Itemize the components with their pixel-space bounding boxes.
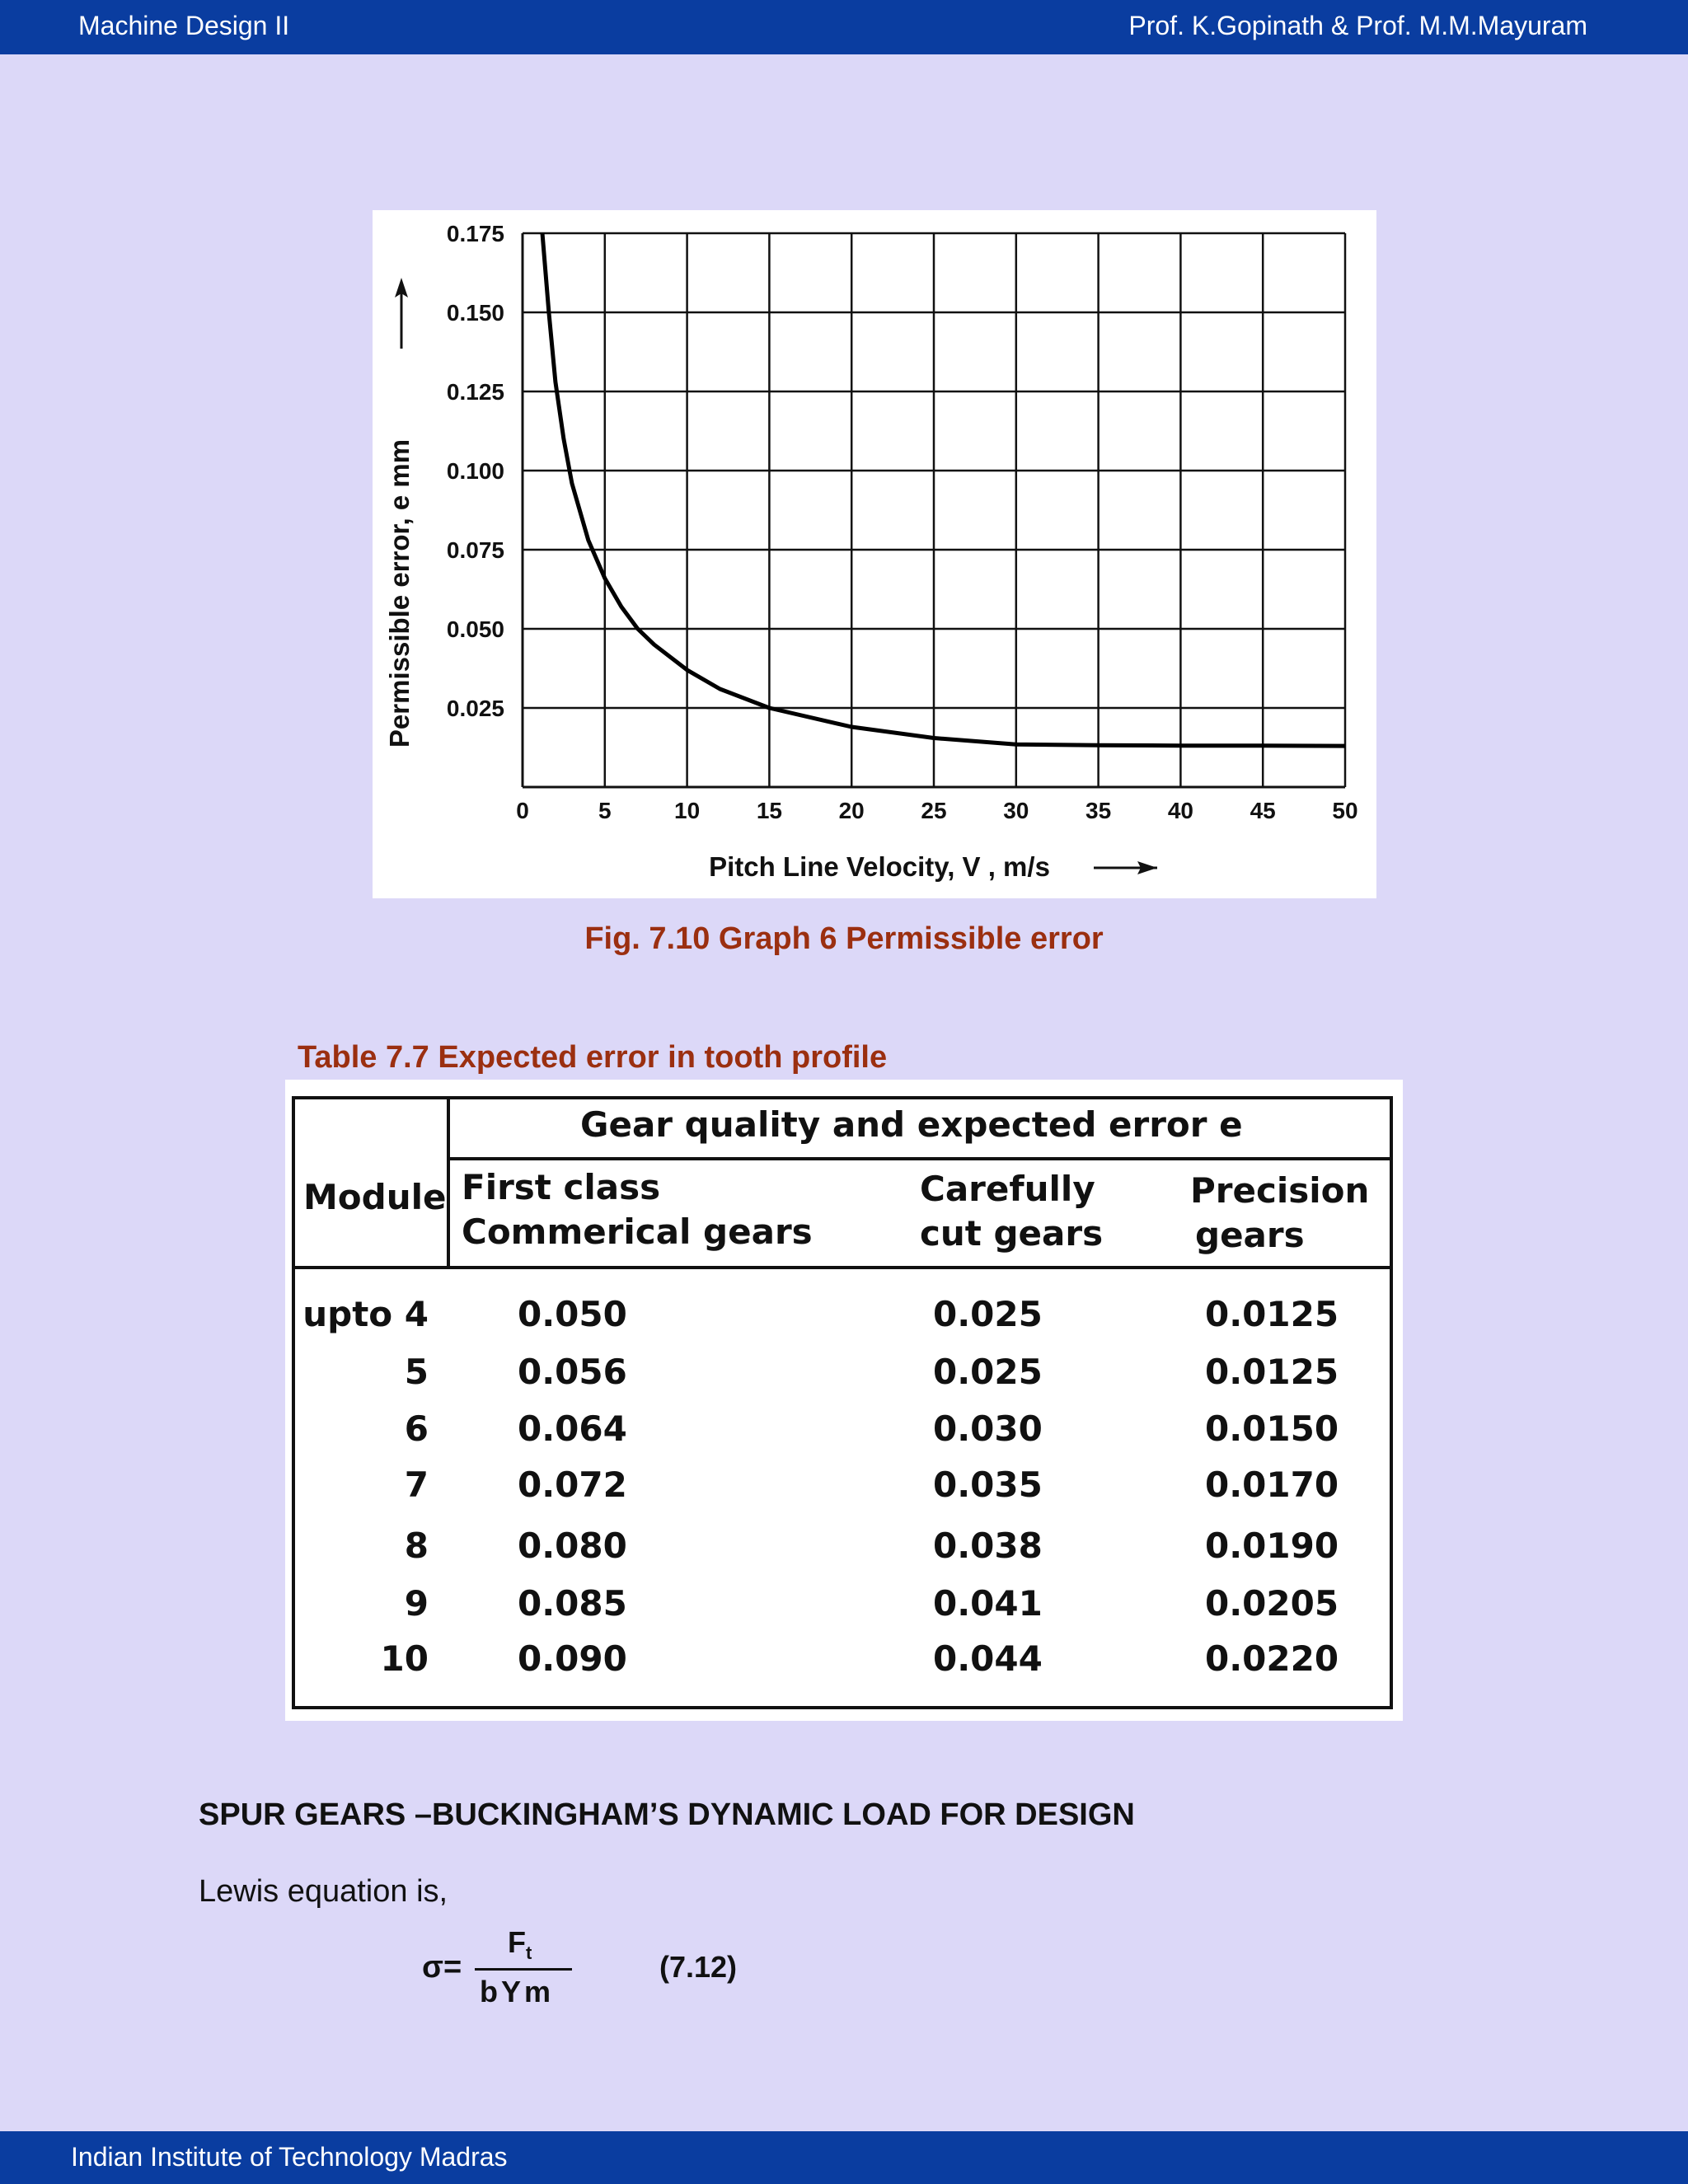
module-cell: 5 (404, 1352, 429, 1392)
value-cell: 0.064 (518, 1408, 627, 1449)
x-tick-label: 15 (756, 798, 782, 823)
expected-error-table (285, 1080, 1403, 1721)
page-footer (0, 2131, 1688, 2184)
x-tick-label: 0 (516, 798, 529, 823)
page-header (0, 0, 1688, 54)
equation-denominator: bYm (480, 1975, 555, 2008)
module-cell: 8 (404, 1526, 429, 1566)
course-title: Machine Design II (78, 11, 290, 40)
value-cell: 0.0220 (1205, 1638, 1339, 1679)
value-cell: 0.090 (518, 1638, 627, 1679)
y-tick-label: 0.125 (446, 379, 504, 405)
error-curve (542, 233, 1345, 746)
x-tick-label: 30 (1003, 798, 1029, 823)
permissible-error-chart (373, 210, 1376, 898)
equation-number: (7.12) (659, 1950, 738, 1984)
x-tick-label: 20 (838, 798, 865, 823)
figure-caption: Fig. 7.10 Graph 6 Permissible error (584, 921, 1104, 956)
col-header-precision-1: Precision (1190, 1170, 1370, 1211)
col-header-careful-1: Carefully (920, 1169, 1095, 1209)
value-cell: 0.035 (933, 1465, 1043, 1505)
fraction-bar (475, 1968, 572, 1971)
value-cell: 0.0125 (1205, 1352, 1339, 1392)
x-tick-label: 10 (674, 798, 701, 823)
intro-text: Lewis equation is, (199, 1874, 448, 1909)
value-cell: 0.038 (933, 1526, 1043, 1566)
table-title: Table 7.7 Expected error in tooth profile (298, 1040, 888, 1075)
value-cell: 0.080 (518, 1526, 627, 1566)
institute-name: Indian Institute of Technology Madras (71, 2142, 508, 2172)
value-cell: 0.0170 (1205, 1465, 1339, 1505)
x-tick-label: 45 (1250, 798, 1276, 823)
module-cell: 6 (404, 1408, 429, 1449)
table-frame (292, 1096, 1393, 1709)
equation-lhs: σ= (422, 1950, 462, 1985)
value-cell: 0.085 (518, 1583, 627, 1624)
authors: Prof. K.Gopinath & Prof. M.M.Mayuram (1128, 11, 1587, 40)
equation-numerator: $F_t$ (508, 1925, 532, 1964)
col-header-first-class-1: First class (462, 1167, 661, 1207)
y-tick-label: 0.050 (446, 616, 504, 642)
y-tick-label: 0.075 (446, 537, 504, 563)
x-tick-label: 50 (1332, 798, 1358, 823)
module-cell: 10 (380, 1638, 429, 1679)
module-cell: upto 4 (302, 1294, 429, 1334)
value-cell: 0.0205 (1205, 1583, 1339, 1624)
y-tick-label: 0.100 (446, 458, 504, 484)
x-axis-label: Pitch Line Velocity, V , m/s (709, 851, 1050, 882)
section-heading: SPUR GEARS –BUCKINGHAM’S DYNAMIC LOAD FOR DESIGN (199, 1797, 1135, 1832)
value-cell: 0.041 (933, 1583, 1043, 1624)
y-tick-label: 0.025 (446, 696, 504, 721)
module-header: Module (303, 1177, 447, 1217)
y-tick-label: 0.175 (446, 221, 504, 246)
value-cell: 0.050 (518, 1294, 627, 1334)
module-cell: 7 (404, 1465, 429, 1505)
x-tick-label: 35 (1085, 798, 1112, 823)
value-cell: 0.030 (933, 1408, 1043, 1449)
value-cell: 0.025 (933, 1294, 1043, 1334)
value-cell: 0.0190 (1205, 1526, 1339, 1566)
group-header: Gear quality and expected error e (580, 1104, 1243, 1145)
value-cell: 0.044 (933, 1638, 1043, 1679)
y-axis-label: Permissible error, e mm (384, 438, 415, 748)
chart-svg (373, 210, 1376, 898)
col-header-careful-2: cut gears (920, 1213, 1104, 1254)
x-tick-label: 40 (1167, 798, 1193, 823)
value-cell: 0.0125 (1205, 1294, 1339, 1334)
module-cell: 9 (404, 1583, 429, 1624)
col-header-precision-2: gears (1195, 1215, 1305, 1255)
value-cell: 0.056 (518, 1352, 627, 1392)
value-cell: 0.025 (933, 1352, 1043, 1392)
value-cell: 0.072 (518, 1465, 627, 1505)
value-cell: 0.0150 (1205, 1408, 1339, 1449)
x-tick-label: 25 (921, 798, 947, 823)
col-header-first-class-2: Commerical gears (462, 1212, 813, 1252)
x-tick-label: 5 (598, 798, 612, 823)
y-tick-label: 0.150 (446, 300, 504, 326)
